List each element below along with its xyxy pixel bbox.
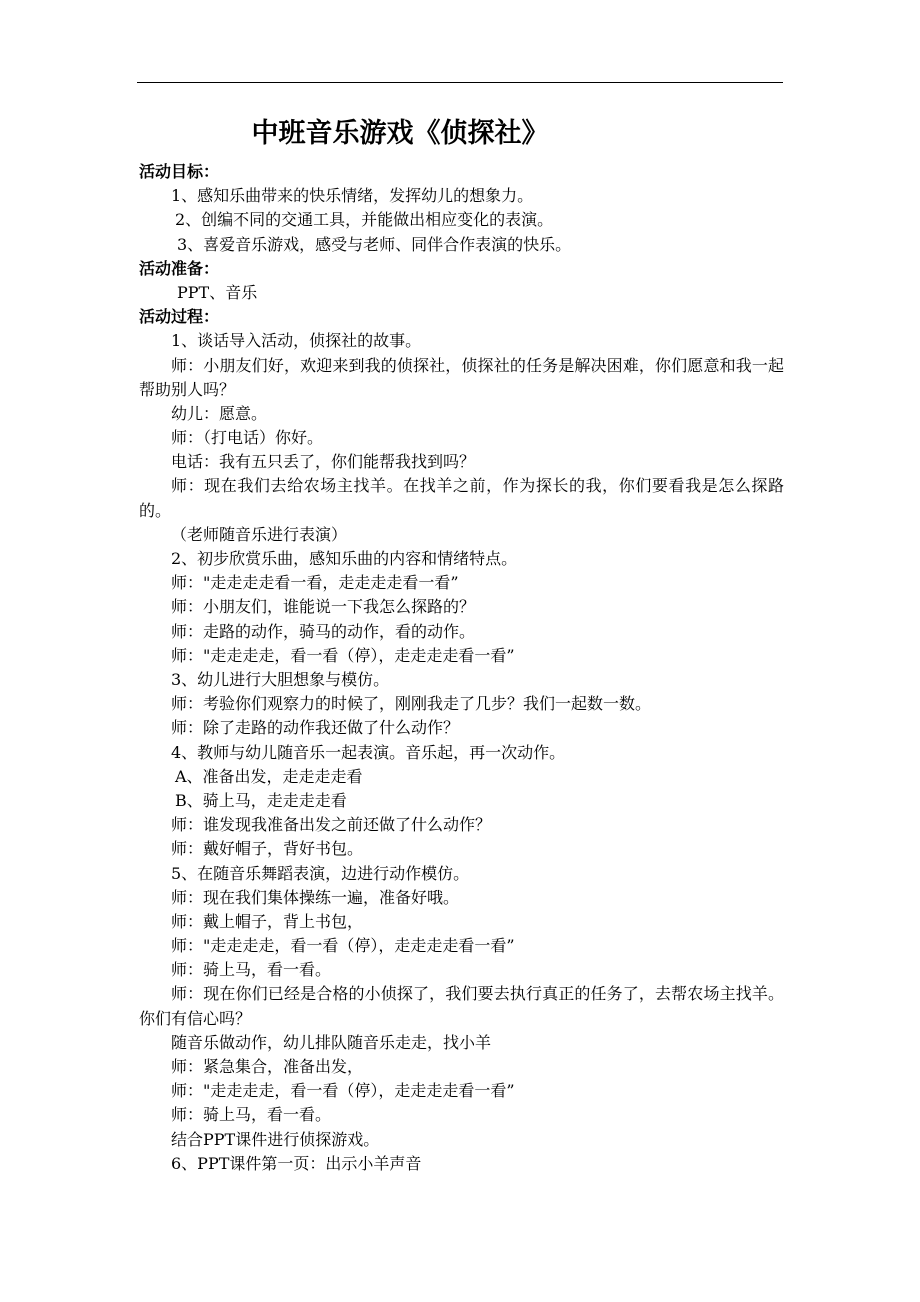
goal-item: 2、创编不同的交通工具，并能做出相应变化的表演。 bbox=[175, 210, 554, 230]
process-paragraph: 师：现在我们去给农场主找羊。在找羊之前，作为探长的我，你们要看我是怎么探路的。 bbox=[139, 476, 784, 520]
process-line: 师：戴好帽子，背好书包。 bbox=[171, 839, 364, 859]
process-line: 结合PPT课件进行侦探游戏。 bbox=[171, 1129, 380, 1149]
process-line: 师：小朋友们，谁能说一下我怎么探路的？ bbox=[171, 597, 476, 617]
process-line: 师：戴上帽子，背上书包， bbox=[171, 911, 364, 931]
process-line: 师：走路的动作，骑马的动作，看的动作。 bbox=[171, 621, 476, 641]
process-paragraph: 师：现在你们已经是合格的小侦探了，我们要去执行真正的任务了，去帮农场主找羊。你们有信心吗？ bbox=[139, 984, 784, 1028]
goal-item: 1、感知乐曲带来的快乐情绪，发挥幼儿的想象力。 bbox=[171, 186, 534, 206]
goal-item: 3、喜爱音乐游戏，感受与老师、同伴合作表演的快乐。 bbox=[177, 234, 572, 254]
process-line: 师：除了走路的动作我还做了什么动作？ bbox=[171, 718, 460, 738]
process-line: 6、PPT课件第一页：出示小羊声音 bbox=[171, 1153, 422, 1173]
process-line: 师：谁发现我准备出发之前还做了什么动作？ bbox=[171, 815, 492, 835]
process-line: 师："走走走走，看一看（停），走走走走看一看” bbox=[171, 1081, 515, 1101]
process-line: 4、教师与幼儿随音乐一起表演。音乐起，再一次动作。 bbox=[171, 742, 566, 762]
process-line: 师："走走走走看一看，走走走走看一看” bbox=[171, 573, 459, 593]
process-line: 1、谈话导入活动，侦探社的故事。 bbox=[171, 331, 422, 351]
header-rule bbox=[137, 82, 783, 83]
process-line: 师：骑上马，看一看。 bbox=[171, 1105, 332, 1125]
process-line: 随音乐做动作，幼儿排队随音乐走走，找小羊 bbox=[171, 1032, 492, 1052]
process-heading: 活动过程： bbox=[139, 307, 220, 327]
process-paragraph: 师：小朋友们好，欢迎来到我的侦探社，侦探社的任务是解决困难，你们愿意和我一起帮助别人吗？ bbox=[139, 355, 784, 399]
process-line: A、准备出发，走走走走看 bbox=[175, 766, 363, 786]
process-line: 电话：我有五只丢了，你们能帮我找到吗？ bbox=[171, 452, 476, 472]
process-line: 师：考验你们观察力的时候了，刚刚我走了几步？我们一起数一数。 bbox=[171, 694, 652, 714]
process-line: 师："走走走走，看一看（停），走走走走看一看” bbox=[171, 645, 515, 665]
document-body bbox=[139, 160, 784, 1176]
document-title: 中班音乐游戏《侦探社》 bbox=[251, 118, 549, 149]
goals-heading: 活动目标： bbox=[139, 162, 220, 181]
process-line: （老师随音乐进行表演） bbox=[171, 524, 348, 544]
process-line: 师：骑上马，看一看。 bbox=[171, 960, 332, 980]
prep-heading: 活动准备： bbox=[139, 258, 220, 278]
process-line: 2、初步欣赏乐曲，感知乐曲的内容和情绪特点。 bbox=[171, 549, 518, 569]
process-line: 5、在随音乐舞蹈表演，边进行动作模仿。 bbox=[171, 863, 470, 883]
process-line: 3、幼儿进行大胆想象与模仿。 bbox=[171, 670, 390, 689]
prep-item: PPT、音乐 bbox=[177, 282, 258, 302]
process-line: 师：现在我们集体操练一遍，准备好哦。 bbox=[171, 887, 460, 907]
process-line: B、骑上马，走走走走看 bbox=[175, 790, 347, 810]
process-line: 师："走走走走，看一看（停），走走走走看一看” bbox=[171, 936, 515, 956]
process-line: 师：（打电话）你好。 bbox=[171, 428, 324, 448]
process-line: 幼儿：愿意。 bbox=[171, 403, 268, 423]
process-line: 师：紧急集合，准备出发， bbox=[171, 1057, 364, 1077]
